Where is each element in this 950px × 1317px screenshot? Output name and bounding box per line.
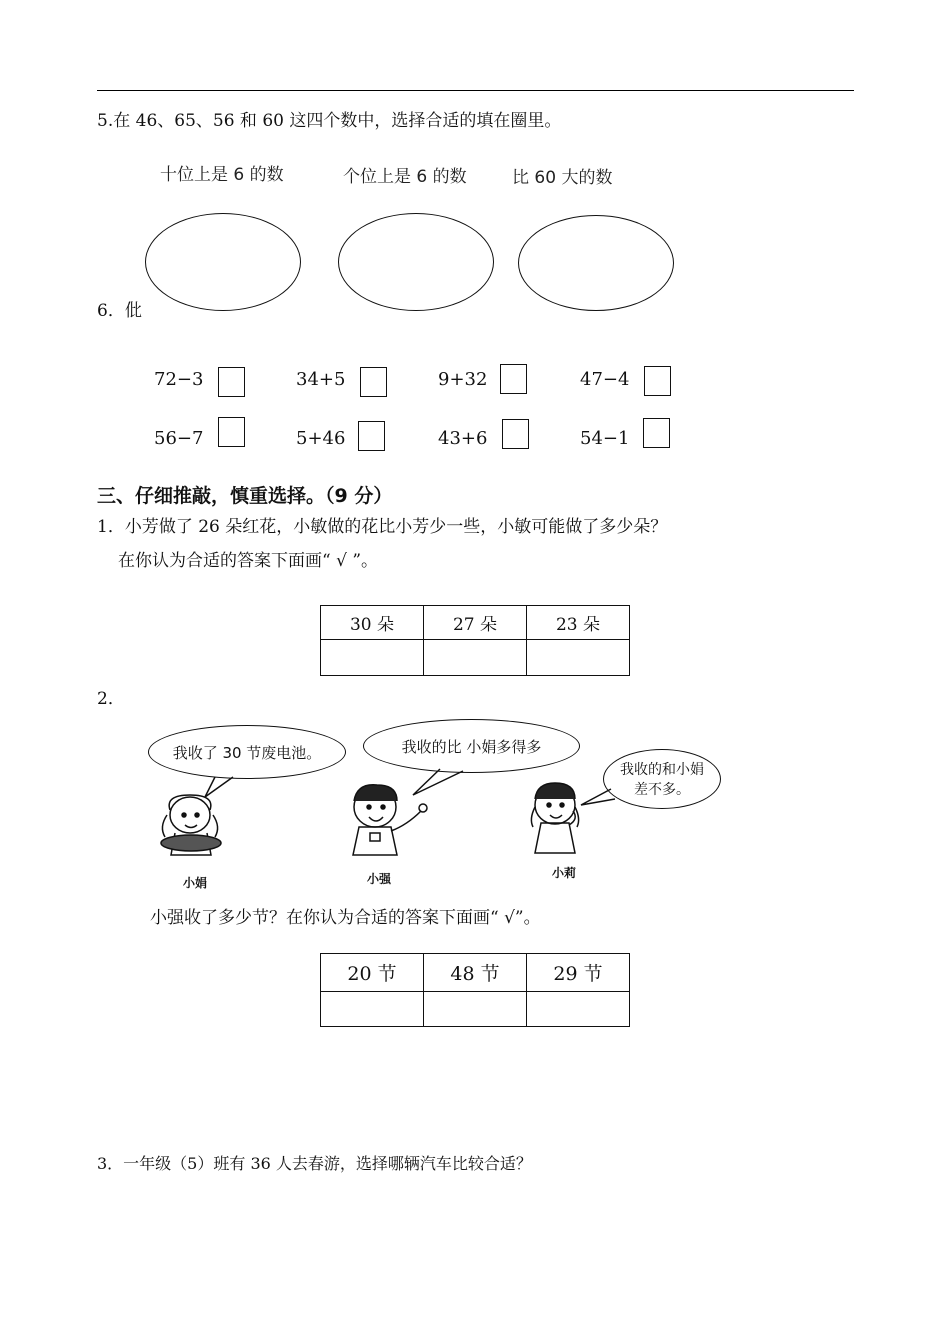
answer-circle-2[interactable] xyxy=(338,213,494,311)
option-cell: 30 朵 xyxy=(321,606,424,640)
check-cell[interactable] xyxy=(424,992,527,1027)
answer-box[interactable] xyxy=(218,367,245,397)
expression: 5+46 xyxy=(296,428,346,449)
check-cell[interactable] xyxy=(424,640,527,676)
circle-label-ones-6: 个位上是 6 的数 xyxy=(343,167,467,187)
option-cell: 48 节 xyxy=(424,954,527,992)
option-cell: 23 朵 xyxy=(527,606,630,640)
answer-box[interactable] xyxy=(360,367,387,397)
check-cell[interactable] xyxy=(527,640,630,676)
name-label-xiaoqiang: 小强 xyxy=(367,872,392,886)
answer-box[interactable] xyxy=(643,418,670,448)
question-6-label: 6．仳 xyxy=(97,301,142,321)
speech-bubble-xiaoli: 我收的和小娟差不多。 xyxy=(603,749,721,809)
expression: 47−4 xyxy=(580,369,630,390)
question-3-2-text: 小强收了多少节？在你认为合适的答案下面画“ √”。 xyxy=(150,908,541,928)
name-label-xiaoli: 小莉 xyxy=(552,866,577,880)
answer-circle-3[interactable] xyxy=(518,215,674,311)
option-cell: 20 节 xyxy=(321,954,424,992)
section-3-title: 三、仔细推敲，慎重选择。（9 分） xyxy=(97,485,393,507)
answer-box[interactable] xyxy=(644,366,671,396)
question-5-text: 5.在 46、65、56 和 60 这四个数中，选择合适的填在圈里。 xyxy=(97,111,562,131)
answer-table-1 xyxy=(320,605,630,676)
header-rule xyxy=(97,90,854,91)
answer-box[interactable] xyxy=(502,419,529,449)
speech-bubble-xiaojuan: 我收了 30 节废电池。 xyxy=(148,725,346,779)
option-cell: 27 朵 xyxy=(424,606,527,640)
option-cell: 29 节 xyxy=(527,954,630,992)
expression: 54−1 xyxy=(580,428,630,449)
children-figures xyxy=(145,715,725,895)
answer-box[interactable] xyxy=(218,417,245,447)
answer-box[interactable] xyxy=(500,364,527,394)
expression: 72−3 xyxy=(154,369,204,390)
expression: 43+6 xyxy=(438,428,488,449)
answer-table-2 xyxy=(320,953,630,1027)
expression: 9+32 xyxy=(438,369,488,390)
check-cell[interactable] xyxy=(527,992,630,1027)
answer-box[interactable] xyxy=(358,421,385,451)
name-label-xiaojuan: 小娟 xyxy=(183,876,208,890)
expression: 56−7 xyxy=(154,428,204,449)
question-3-3-text: 3．一年级（5）班有 36 人去春游，选择哪辆汽车比较合适？ xyxy=(97,1154,532,1173)
question-3-1-instruction: 在你认为合适的答案下面画“ √ ”。 xyxy=(118,551,379,571)
check-cell[interactable] xyxy=(321,992,424,1027)
answer-circle-1[interactable] xyxy=(145,213,301,311)
circle-label-greater-60: 比 60 大的数 xyxy=(512,168,613,188)
speech-bubble-xiaoqiang: 我收的比 小娟多得多 xyxy=(363,719,580,773)
check-cell[interactable] xyxy=(321,640,424,676)
expression: 34+5 xyxy=(296,369,346,390)
cartoon-illustration xyxy=(145,715,725,895)
circle-label-tens-6: 十位上是 6 的数 xyxy=(160,165,284,185)
question-3-1-text: 1．小芳做了 26 朵红花，小敏做的花比小芳少一些，小敏可能做了多少朵？ xyxy=(97,517,668,537)
question-3-2-label: 2． xyxy=(97,689,125,709)
